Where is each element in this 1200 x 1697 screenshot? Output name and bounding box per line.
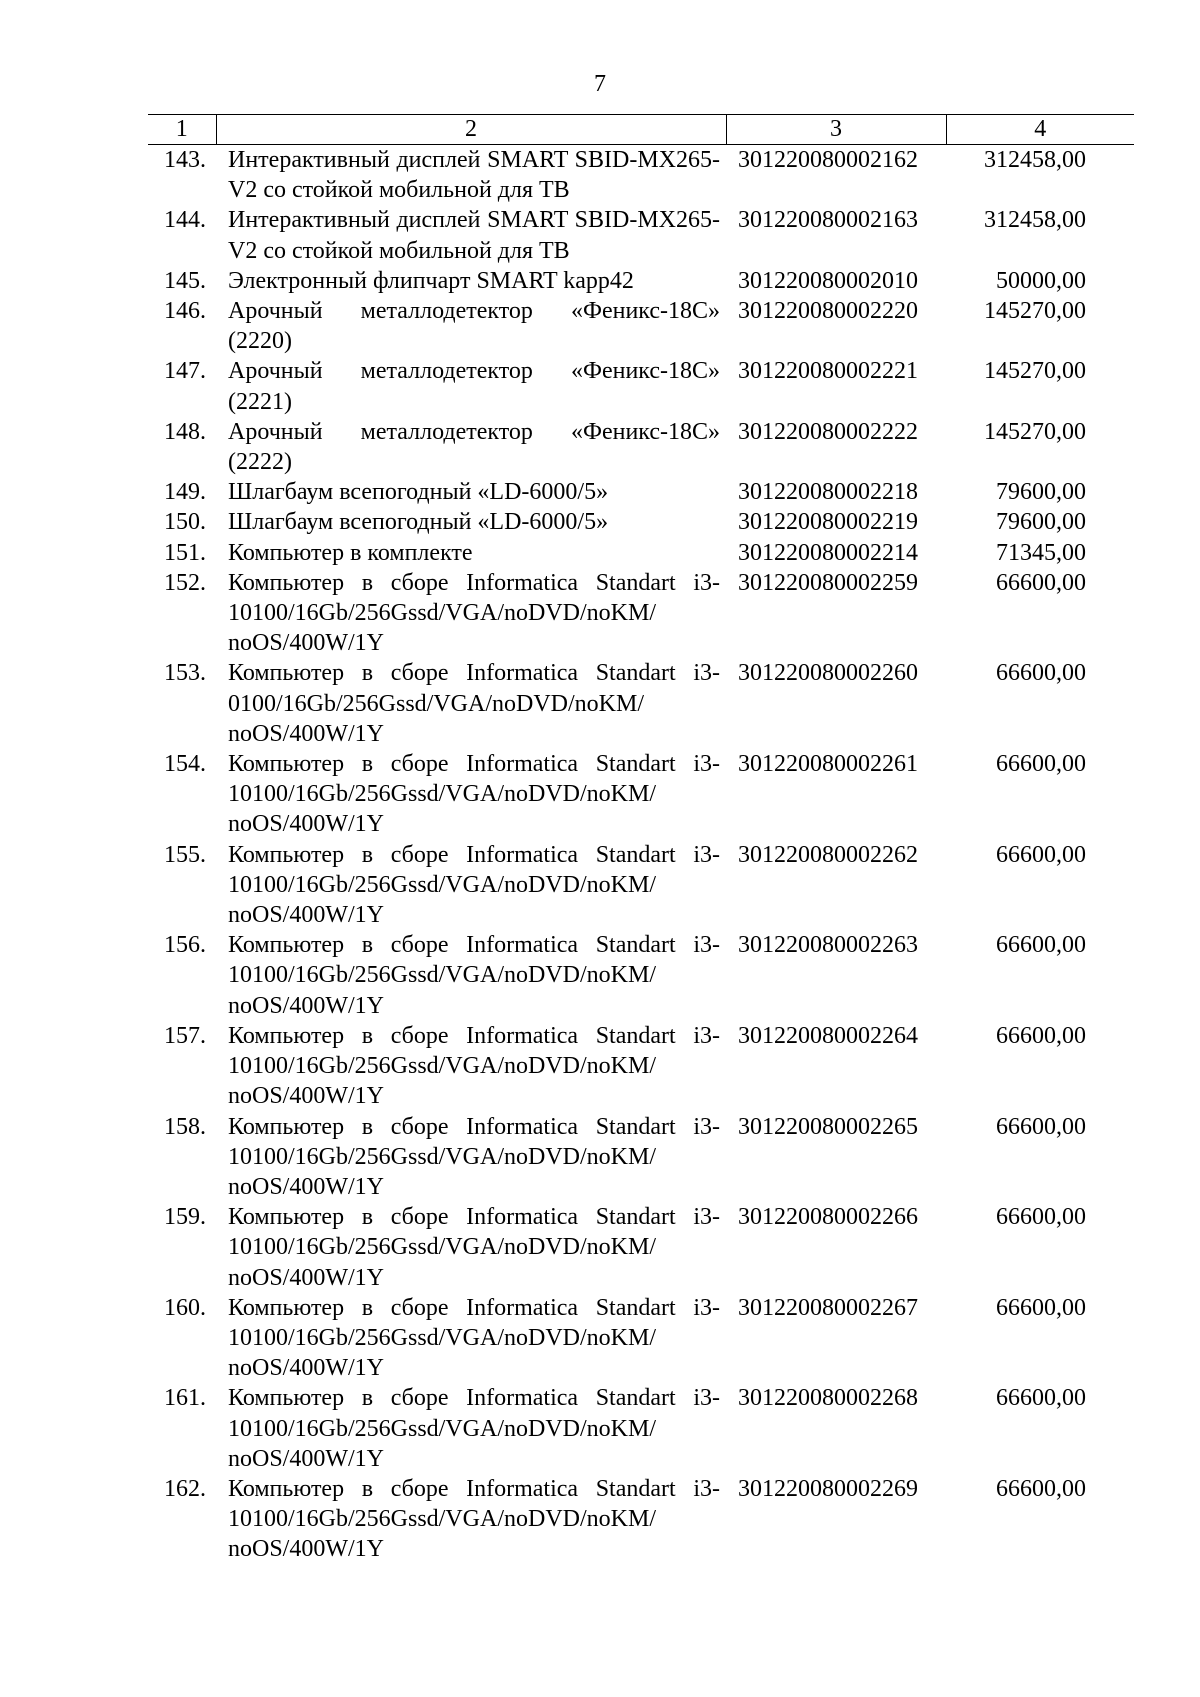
table-row: [148, 417, 1134, 477]
item-cost: 66600,00: [996, 1294, 1086, 1321]
item-cost: 66600,00: [996, 932, 1086, 959]
item-cost: 66600,00: [996, 1113, 1086, 1140]
item-cost: 66600,00: [996, 1022, 1086, 1049]
row-number: 152.: [164, 569, 206, 596]
table-row: [148, 749, 1134, 840]
inventory-number: 301220080002163: [738, 207, 918, 234]
table-row: [148, 145, 1134, 206]
item-cost: 66600,00: [996, 660, 1086, 687]
row-number: 158.: [164, 1113, 206, 1140]
item-cost: 66600,00: [996, 1204, 1086, 1231]
item-name: Компьютер в сборе Informatica Standart i3-0100/16Gb/256Gssd/VGA/noDVD/noKM/ noOS/400W/1Y: [228, 660, 720, 747]
item-cost: 145270,00: [984, 358, 1086, 385]
table-row: [148, 477, 1134, 507]
header-col-3: 3: [726, 115, 946, 145]
page-number: 7: [594, 71, 606, 97]
item-cost: 145270,00: [984, 418, 1086, 445]
inventory-table: [148, 114, 1134, 1565]
item-cost: 312458,00: [984, 207, 1086, 234]
inventory-number: 301220080002268: [738, 1385, 918, 1412]
inventory-number: 301220080002266: [738, 1204, 918, 1231]
table-row: [148, 930, 1134, 1021]
item-name: Компьютер в сборе Informatica Standart i3-10100/16Gb/256Gssd/VGA/noDVD/noKM/ noOS/400W/1Y: [228, 1022, 720, 1110]
item-cost: 312458,00: [984, 147, 1086, 173]
header-col-2: 2: [216, 115, 726, 145]
item-cost: 66600,00: [996, 569, 1086, 596]
item-name: Компьютер в сборе Informatica Standart i3-10100/16Gb/256Gssd/VGA/noDVD/noKM/ noOS/400W/1Y: [228, 1294, 720, 1382]
item-name: Шлагбаум всепогодный «LD-6000/5»: [228, 509, 609, 536]
table-row: [148, 1021, 1134, 1112]
item-name: Компьютер в сборе Informatica Standart i3-10100/16Gb/256Gssd/VGA/noDVD/noKM/ noOS/400W/1Y: [228, 932, 720, 1019]
item-name: Компьютер в сборе Informatica Standart i3-10100/16Gb/256Gssd/VGA/noDVD/noKM/ noOS/400W/1Y: [228, 1385, 720, 1472]
table-header: [148, 115, 1134, 145]
inventory-number: 301220080002269: [738, 1475, 918, 1502]
item-name: Компьютер в сборе Informatica Standart i3-10100/16Gb/256Gssd/VGA/noDVD/noKM/ noOS/400W/1Y: [228, 841, 720, 929]
item-name: Арочный металлодетектор «Феникс-18С» (2222): [228, 418, 720, 476]
inventory-number: 301220080002263: [738, 932, 918, 959]
row-number: 160.: [164, 1294, 206, 1321]
table-row: [148, 205, 1134, 265]
inventory-number: 301220080002220: [738, 298, 918, 325]
item-name: Интерактивный дисплей SMART SBID-MX265-V2 со стойкой мобильной для ТВ: [228, 147, 720, 204]
item-name: Компьютер в сборе Informatica Standart i3-10100/16Gb/256Gssd/VGA/noDVD/noKM/ noOS/400W/1Y: [228, 1475, 720, 1563]
table-row: [148, 356, 1134, 416]
header-col-1: 1: [148, 115, 216, 145]
row-number: 162.: [164, 1475, 206, 1502]
inventory-number: 301220080002262: [738, 841, 918, 868]
row-number: 143.: [164, 147, 206, 173]
item-name: Компьютер в сборе Informatica Standart i3-10100/16Gb/256Gssd/VGA/noDVD/noKM/ noOS/400W/1Y: [228, 1113, 720, 1200]
inventory-number: 301220080002264: [738, 1022, 918, 1049]
inventory-number: 301220080002260: [738, 660, 918, 687]
row-number: 159.: [164, 1204, 206, 1231]
row-number: 145.: [164, 267, 206, 294]
item-name: Арочный металлодетектор «Феникс-18С» (2221): [228, 358, 720, 415]
item-cost: 79600,00: [996, 479, 1086, 506]
row-number: 148.: [164, 418, 206, 445]
inventory-number: 301220080002010: [738, 267, 918, 294]
row-number: 151.: [164, 539, 206, 566]
item-cost: 66600,00: [996, 841, 1086, 868]
row-number: 146.: [164, 298, 206, 325]
item-cost: 50000,00: [996, 267, 1086, 294]
row-number: 161.: [164, 1385, 206, 1412]
item-cost: 66600,00: [996, 1475, 1086, 1502]
table-row: [148, 1474, 1134, 1565]
item-name: Компьютер в сборе Informatica Standart i3-10100/16Gb/256Gssd/VGA/noDVD/noKM/ noOS/400W/1Y: [228, 569, 720, 657]
row-number: 144.: [164, 207, 206, 234]
row-number: 149.: [164, 479, 206, 506]
table-row: [148, 1202, 1134, 1293]
table-row: [148, 1112, 1134, 1203]
item-cost: 66600,00: [996, 1385, 1086, 1412]
table-row: [148, 840, 1134, 931]
row-number: 153.: [164, 660, 206, 687]
item-name: Компьютер в комплекте: [228, 539, 473, 566]
item-cost: 79600,00: [996, 509, 1086, 536]
inventory-number: 301220080002267: [738, 1294, 918, 1321]
header-col-4: 4: [946, 115, 1134, 145]
inventory-number: 301220080002221: [738, 358, 918, 385]
inventory-number: 301220080002219: [738, 509, 918, 536]
table-body: [148, 145, 1134, 1565]
row-number: 154.: [164, 751, 206, 778]
inventory-number: 301220080002259: [738, 569, 918, 596]
item-name: Компьютер в сборе Informatica Standart i3-10100/16Gb/256Gssd/VGA/noDVD/noKM/ noOS/400W/1Y: [228, 1204, 720, 1291]
row-number: 150.: [164, 509, 206, 536]
table-row: [148, 658, 1134, 749]
inventory-number: 301220080002222: [738, 418, 918, 445]
item-name: Арочный металлодетектор «Феникс-18С» (2220): [228, 298, 720, 355]
row-number: 157.: [164, 1022, 206, 1049]
item-cost: 71345,00: [996, 539, 1086, 566]
table-row: [148, 266, 1134, 296]
inventory-number: 301220080002162: [738, 147, 918, 173]
inventory-number: 301220080002261: [738, 751, 918, 778]
item-name: Электронный флипчарт SMART kapp42: [228, 267, 634, 294]
header-row: [148, 115, 1134, 145]
item-cost: 145270,00: [984, 298, 1086, 325]
inventory-number: 301220080002214: [738, 539, 918, 566]
item-name: Компьютер в сборе Informatica Standart i3-10100/16Gb/256Gssd/VGA/noDVD/noKM/ noOS/400W/1Y: [228, 751, 720, 838]
item-cost: 66600,00: [996, 751, 1086, 778]
table-row: [148, 538, 1134, 568]
row-number: 156.: [164, 932, 206, 959]
inventory-number: 301220080002265: [738, 1113, 918, 1140]
row-number: 147.: [164, 358, 206, 385]
inventory-number: 301220080002218: [738, 479, 918, 506]
table-row: [148, 1293, 1134, 1384]
item-name: Шлагбаум всепогодный «LD-6000/5»: [228, 479, 609, 506]
row-number: 155.: [164, 841, 206, 868]
table-row: [148, 296, 1134, 356]
table-row: [148, 507, 1134, 537]
table-row: [148, 568, 1134, 659]
item-name: Интерактивный дисплей SMART SBID-MX265-V2 со стойкой мобильной для ТВ: [228, 207, 720, 264]
table-row: [148, 1383, 1134, 1474]
